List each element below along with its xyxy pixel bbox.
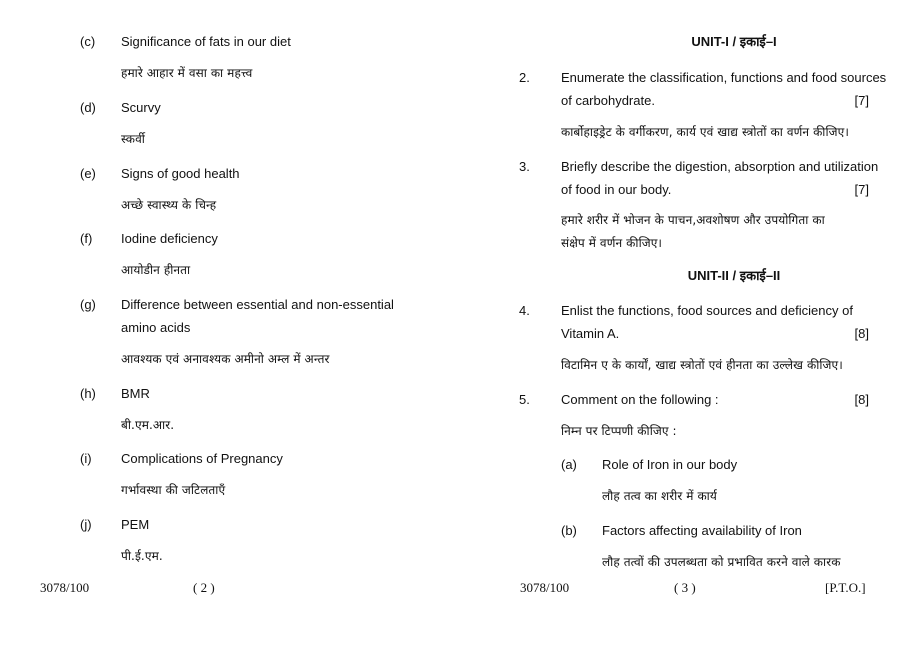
item-label: (g) [80,297,96,312]
item-label: (f) [80,231,93,246]
left-page [0,0,453,648]
question-hindi-text: विटामिन ए के कार्यों, खाद्य स्त्रोतों एवं हीनता का उल्लेख कीजिए। [561,358,843,372]
item-hindi-text: पी.ई.एम. [121,549,163,563]
item-hindi-text: गर्भावस्था की जटिलताएँ [121,483,226,497]
footer-page-number: ( 3 ) [674,580,696,595]
subpart-hindi-text: लौह तत्व का शरीर में कार्य [602,489,717,503]
item-label: (i) [80,451,92,466]
footer-paper-code: 3078/100 [40,580,90,595]
question-english-text: Briefly describe the digestion, absorption and utilization [561,159,879,174]
item-english-text: amino acids [121,320,191,335]
item-hindi-text: हमारे आहार में वसा का महत्त्व [121,66,253,80]
item-english-text: Difference between essential and non-essential [121,297,394,312]
item-label: (j) [80,517,92,532]
subpart-english-text: Role of Iron in our body [602,457,738,472]
question-marks: [8] [854,326,869,341]
item-english-text: PEM [121,517,150,532]
item-label: (e) [80,166,96,181]
subpart-label: (b) [561,523,577,538]
question-english-text: of food in our body. [561,182,672,197]
question-english-text: Vitamin A. [561,326,620,341]
question-hindi-text: हमारे शरीर में भोजन के पाचन,अवशोषण और उपयोगिता का [561,213,825,227]
question-english-text: Enlist the functions, food sources and deficiency of [561,303,853,318]
footer-pto: [P.T.O.] [825,580,866,595]
question-marks: [7] [854,93,869,108]
question-number: 4. [519,303,530,318]
question-english-text: Enumerate the classification, functions and food sources [561,70,887,85]
question-hindi-text: कार्बोहाइड्रेट के वर्गीकरण, कार्य एवं खाद्य स्त्रोतों का वर्णन कीजिए। [561,125,849,139]
item-english-text: Significance of fats in our diet [121,34,291,49]
question-english-text: of carbohydrate. [561,93,655,108]
item-hindi-text: स्कर्वी [121,132,145,146]
item-hindi-text: बी.एम.आर. [121,418,175,432]
item-english-text: BMR [121,386,150,401]
item-hindi-text: आयोडीन हीनता [121,263,191,277]
item-english-text: Iodine deficiency [121,231,218,246]
subpart-label: (a) [561,457,577,472]
subpart-english-text: Factors affecting availability of Iron [602,523,802,538]
question-hindi-text: संक्षेप में वर्णन कीजिए। [561,236,663,250]
question-marks: [8] [854,392,869,407]
footer-page-number: ( 2 ) [193,580,215,595]
question-english-text: Comment on the following : [561,392,719,407]
question-number: 2. [519,70,530,85]
question-number: 3. [519,159,530,174]
question-marks: [7] [854,182,869,197]
item-english-text: Scurvy [121,100,161,115]
unit-2-heading: UNIT-II / इकाई–II [687,268,781,283]
item-hindi-text: अच्छे स्वास्थ्य के चिन्ह [121,198,217,212]
item-english-text: Complications of Pregnancy [121,451,283,466]
footer-paper-code: 3078/100 [520,580,570,595]
subpart-hindi-text: लौह तत्वों की उपलब्धता को प्रभावित करने वाले कारक [602,555,841,569]
item-english-text: Signs of good health [121,166,240,181]
item-label: (d) [80,100,96,115]
question-hindi-text: निम्न पर टिप्पणी कीजिए : [561,424,677,438]
item-label: (h) [80,386,96,401]
item-hindi-text: आवश्यक एवं अनावश्यक अमीनो अम्ल में अन्तर [121,352,330,366]
question-number: 5. [519,392,530,407]
item-label: (c) [80,34,96,49]
right-page [453,0,907,648]
unit-1-heading: UNIT-I / इकाई–I [691,34,777,49]
